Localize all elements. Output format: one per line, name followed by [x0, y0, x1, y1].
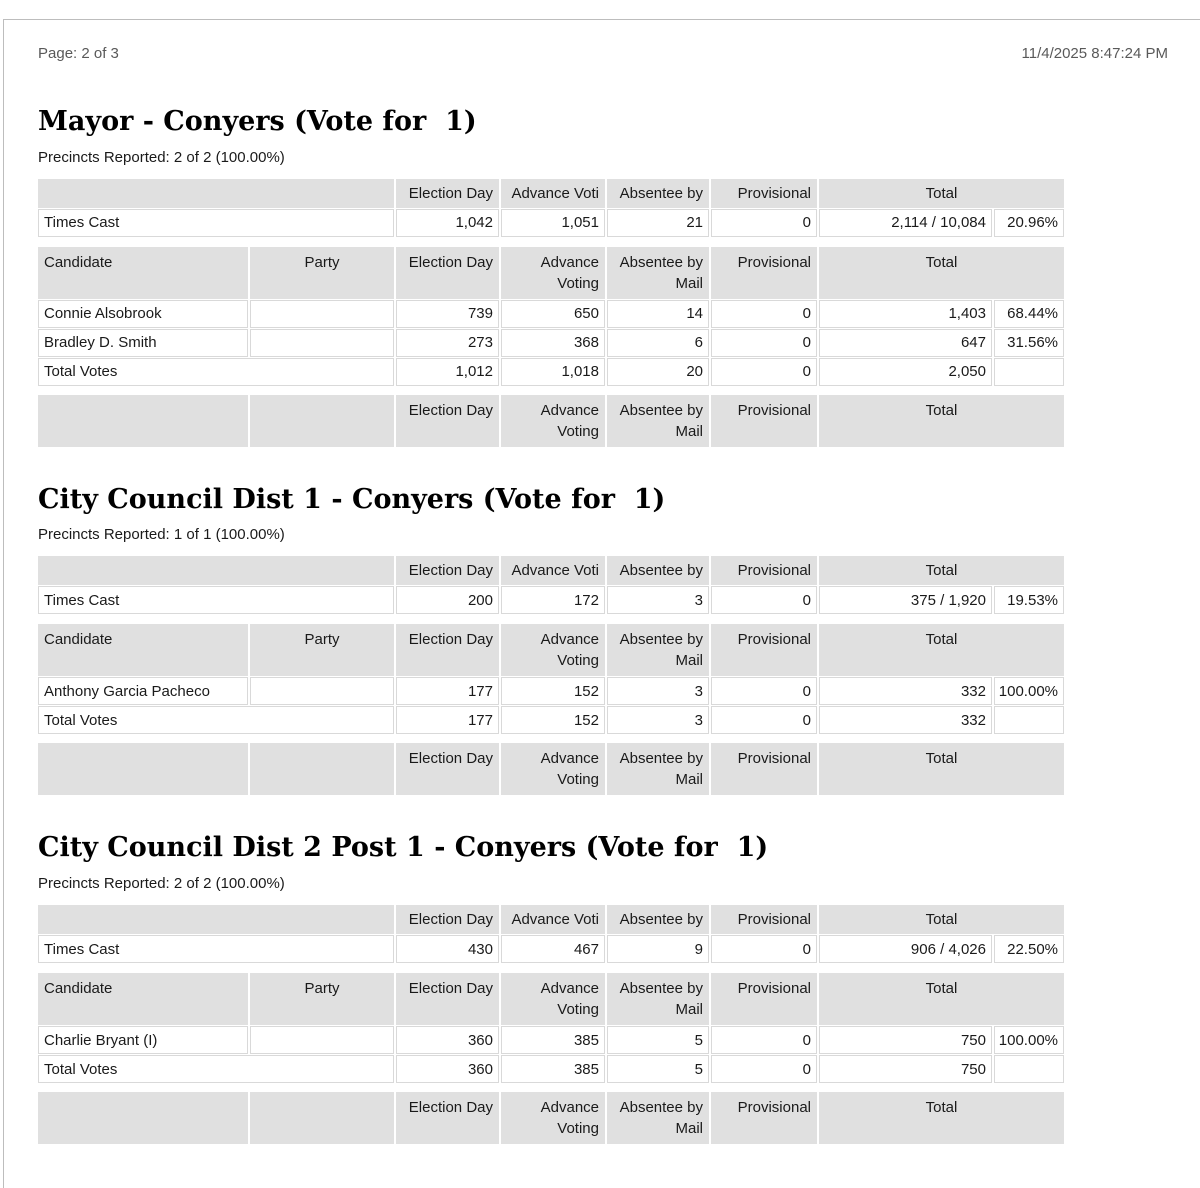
times-cast-row: [38, 935, 1064, 963]
candidate-name: Anthony Garcia Pacheco: [38, 677, 248, 705]
candidate-header-row: [38, 247, 1064, 299]
percent-value: 100.00%: [994, 1026, 1064, 1054]
election-day-value: 1,042: [396, 209, 499, 237]
precincts-reported: Precincts Reported: 2 of 2 (100.00%): [38, 875, 285, 893]
absentee-value: 3: [607, 586, 709, 614]
absentee-value: 3: [607, 677, 709, 705]
page-edge-top: [3, 19, 1200, 20]
col-advance-voting: Advance Voti: [501, 905, 605, 934]
col-advance-voting: Advance Voti: [501, 556, 605, 585]
col-party: Party: [250, 247, 394, 299]
party-value: [250, 300, 394, 328]
absentee-value: 5: [607, 1026, 709, 1054]
col-total: Total: [819, 395, 1064, 447]
candidate-name: Connie Alsobrook: [38, 300, 248, 328]
col-total: Total: [819, 743, 1064, 795]
advance-voting-value: 172: [501, 586, 605, 614]
provisional-value: 0: [711, 677, 817, 705]
candidate-header-row: [38, 624, 1064, 676]
col-absentee-by-mail: Absentee by Mail: [607, 395, 709, 447]
col-candidate: Candidate: [38, 973, 248, 1025]
col-provisional: Provisional: [711, 905, 817, 934]
blank-header-cell: [250, 1092, 394, 1144]
absentee-value: 21: [607, 209, 709, 237]
col-total: Total: [819, 624, 1064, 676]
times-cast-table: [38, 556, 1064, 614]
absentee-value: 20: [607, 358, 709, 386]
col-total: Total: [819, 1092, 1064, 1144]
percent-value: 20.96%: [994, 209, 1064, 237]
total-value: 750: [819, 1026, 992, 1054]
absentee-value: 5: [607, 1055, 709, 1083]
contest-title: City Council Dist 1 - Conyers (Vote for 1): [38, 483, 666, 515]
provisional-value: 0: [711, 1026, 817, 1054]
candidate-table: [38, 247, 1064, 447]
col-advance-voting: Advance Voting: [501, 395, 605, 447]
contest-section-council-dist1: [38, 485, 1200, 796]
advance-voting-value: 1,051: [501, 209, 605, 237]
col-absentee-by-mail: Absentee by Mail: [607, 1092, 709, 1144]
col-provisional: Provisional: [711, 743, 817, 795]
blank-header-cell: [38, 395, 248, 447]
candidate-row: [38, 1026, 1064, 1054]
provisional-value: 0: [711, 1055, 817, 1083]
times-cast-row: [38, 586, 1064, 614]
candidate-table: [38, 624, 1064, 795]
party-value: [250, 329, 394, 357]
col-election-day: Election Day: [396, 179, 499, 208]
absentee-value: 6: [607, 329, 709, 357]
summary-header-row: [38, 179, 1064, 208]
total-votes-label: Total Votes: [38, 358, 394, 386]
absentee-value: 14: [607, 300, 709, 328]
candidate-name: Charlie Bryant (I): [38, 1026, 248, 1054]
col-absentee: Absentee by: [607, 556, 709, 585]
total-value: 2,050: [819, 358, 992, 386]
total-value: 906 / 4,026: [819, 935, 992, 963]
total-value: 647: [819, 329, 992, 357]
advance-voting-value: 650: [501, 300, 605, 328]
col-provisional: Provisional: [711, 973, 817, 1025]
candidate-row: [38, 300, 1064, 328]
percent-value: [994, 358, 1064, 386]
candidate-table: [38, 973, 1064, 1144]
election-day-value: 430: [396, 935, 499, 963]
percent-value: 22.50%: [994, 935, 1064, 963]
advance-voting-value: 385: [501, 1026, 605, 1054]
advance-voting-value: 385: [501, 1055, 605, 1083]
col-total: Total: [819, 247, 1064, 299]
percent-value: [994, 706, 1064, 734]
advance-voting-value: 152: [501, 706, 605, 734]
total-votes-row: [38, 358, 1064, 386]
times-cast-label: Times Cast: [38, 935, 394, 963]
provisional-value: 0: [711, 586, 817, 614]
precincts-reported: Precincts Reported: 1 of 1 (100.00%): [38, 526, 285, 544]
advance-voting-value: 467: [501, 935, 605, 963]
election-day-value: 177: [396, 677, 499, 705]
col-absentee-by-mail: Absentee by Mail: [607, 743, 709, 795]
election-day-value: 739: [396, 300, 499, 328]
candidate-name: Bradley D. Smith: [38, 329, 248, 357]
total-value: 375 / 1,920: [819, 586, 992, 614]
percent-value: 31.56%: [994, 329, 1064, 357]
page-edge-left: [3, 19, 4, 1188]
col-total: Total: [819, 179, 1064, 208]
times-cast-label: Times Cast: [38, 209, 394, 237]
col-provisional: Provisional: [711, 179, 817, 208]
times-cast-label: Times Cast: [38, 586, 394, 614]
advance-voting-value: 1,018: [501, 358, 605, 386]
col-advance-voting: Advance Voti: [501, 179, 605, 208]
col-party: Party: [250, 624, 394, 676]
col-advance-voting: Advance Voting: [501, 247, 605, 299]
total-votes-label: Total Votes: [38, 1055, 394, 1083]
col-provisional: Provisional: [711, 624, 817, 676]
col-election-day: Election Day: [396, 973, 499, 1025]
provisional-value: 0: [711, 329, 817, 357]
party-value: [250, 677, 394, 705]
provisional-value: 0: [711, 300, 817, 328]
col-provisional: Provisional: [711, 247, 817, 299]
col-total: Total: [819, 973, 1064, 1025]
election-day-value: 360: [396, 1026, 499, 1054]
page-number: Page: 2 of 3: [38, 45, 119, 62]
total-value: 332: [819, 677, 992, 705]
times-cast-row: [38, 209, 1064, 237]
election-day-value: 1,012: [396, 358, 499, 386]
col-candidate: Candidate: [38, 247, 248, 299]
election-day-value: 200: [396, 586, 499, 614]
col-election-day: Election Day: [396, 905, 499, 934]
col-advance-voting: Advance Voting: [501, 973, 605, 1025]
party-value: [250, 1026, 394, 1054]
provisional-value: 0: [711, 358, 817, 386]
col-election-day: Election Day: [396, 556, 499, 585]
times-cast-table: [38, 905, 1064, 963]
percent-value: 100.00%: [994, 677, 1064, 705]
col-absentee-by-mail: Absentee by Mail: [607, 973, 709, 1025]
col-advance-voting: Advance Voting: [501, 624, 605, 676]
election-day-value: 360: [396, 1055, 499, 1083]
col-advance-voting: Advance Voting: [501, 743, 605, 795]
absentee-value: 3: [607, 706, 709, 734]
summary-header-row: [38, 556, 1064, 585]
col-advance-voting: Advance Voting: [501, 1092, 605, 1144]
col-election-day: Election Day: [396, 1092, 499, 1144]
contest-title: City Council Dist 2 Post 1 - Conyers (Vote for 1): [38, 832, 769, 864]
col-party: Party: [250, 973, 394, 1025]
blank-header-cell: [38, 179, 394, 208]
absentee-value: 9: [607, 935, 709, 963]
candidate-row: [38, 677, 1064, 705]
footer-header-row: [38, 395, 1064, 447]
total-value: 2,114 / 10,084: [819, 209, 992, 237]
total-votes-row: [38, 1055, 1064, 1083]
candidate-header-row: [38, 973, 1064, 1025]
candidate-row: [38, 329, 1064, 357]
footer-header-row: [38, 1092, 1064, 1144]
col-election-day: Election Day: [396, 247, 499, 299]
contest-title: Mayor - Conyers (Vote for 1): [38, 106, 477, 137]
provisional-value: 0: [711, 209, 817, 237]
advance-voting-value: 152: [501, 677, 605, 705]
col-absentee-by-mail: Absentee by Mail: [607, 247, 709, 299]
election-day-value: 177: [396, 706, 499, 734]
total-votes-row: [38, 706, 1064, 734]
percent-value: [994, 1055, 1064, 1083]
provisional-value: 0: [711, 935, 817, 963]
col-provisional: Provisional: [711, 556, 817, 585]
col-election-day: Election Day: [396, 743, 499, 795]
precincts-reported: Precincts Reported: 2 of 2 (100.00%): [38, 148, 285, 166]
provisional-value: 0: [711, 706, 817, 734]
page-header: [38, 45, 1168, 62]
report-timestamp: 11/4/2025 8:47:24 PM: [1021, 45, 1168, 62]
blank-header-cell: [38, 743, 248, 795]
blank-header-cell: [250, 743, 394, 795]
total-value: 1,403: [819, 300, 992, 328]
election-day-value: 273: [396, 329, 499, 357]
summary-header-row: [38, 905, 1064, 934]
footer-header-row: [38, 743, 1064, 795]
col-provisional: Provisional: [711, 395, 817, 447]
total-votes-label: Total Votes: [38, 706, 394, 734]
col-candidate: Candidate: [38, 624, 248, 676]
percent-value: 19.53%: [994, 586, 1064, 614]
col-election-day: Election Day: [396, 395, 499, 447]
blank-header-cell: [250, 395, 394, 447]
total-value: 332: [819, 706, 992, 734]
blank-header-cell: [38, 905, 394, 934]
advance-voting-value: 368: [501, 329, 605, 357]
percent-value: 68.44%: [994, 300, 1064, 328]
contest-section-council-dist2-post1: [38, 833, 1200, 1144]
col-provisional: Provisional: [711, 1092, 817, 1144]
blank-header-cell: [38, 1092, 248, 1144]
contest-section-mayor: [38, 107, 1200, 447]
col-total: Total: [819, 905, 1064, 934]
col-total: Total: [819, 556, 1064, 585]
col-absentee: Absentee by: [607, 179, 709, 208]
blank-header-cell: [38, 556, 394, 585]
total-value: 750: [819, 1055, 992, 1083]
times-cast-table: [38, 179, 1064, 237]
col-absentee-by-mail: Absentee by Mail: [607, 624, 709, 676]
col-election-day: Election Day: [396, 624, 499, 676]
col-absentee: Absentee by: [607, 905, 709, 934]
